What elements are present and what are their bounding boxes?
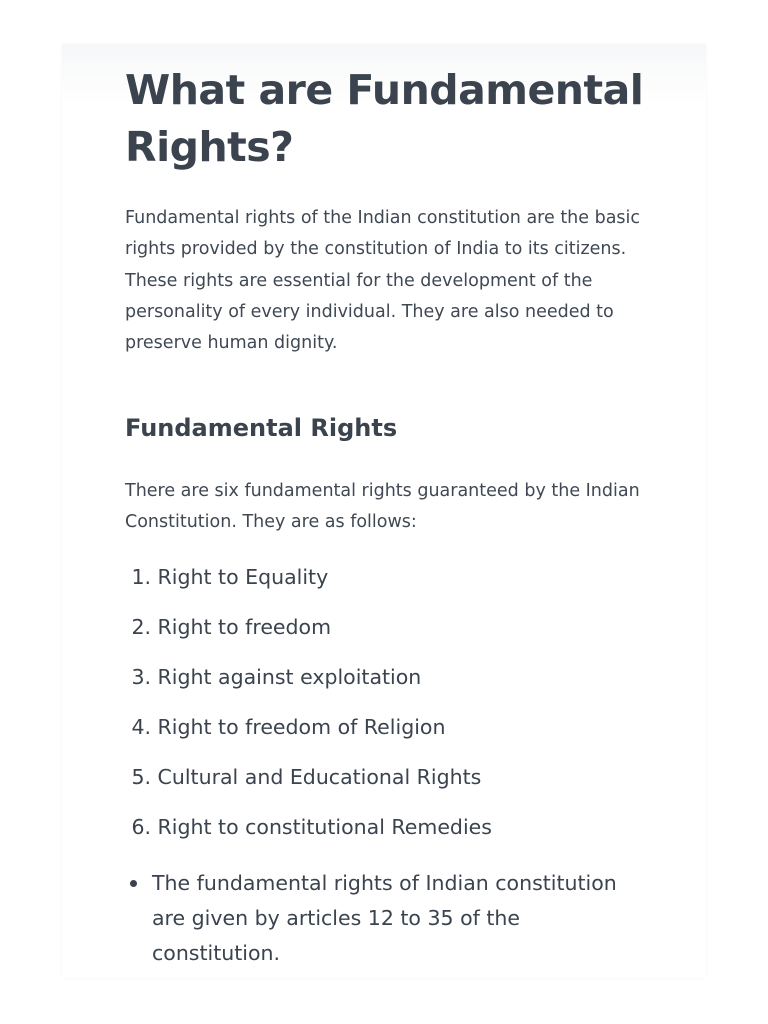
bullet-item <box>125 866 645 971</box>
bullet-text: The fundamental rights of Indian constitution are given by articles 12 to 35 of the constitution. <box>152 871 617 965</box>
list-item-label: Cultural and Educational Rights <box>157 765 482 789</box>
bullet-list <box>125 866 645 971</box>
list-number: 1. <box>131 565 151 589</box>
list-item-label: Right to freedom <box>157 615 332 639</box>
list-item <box>125 658 492 708</box>
bullet-dot-icon <box>130 880 137 887</box>
section-heading: Fundamental Rights <box>125 414 398 442</box>
section-paragraph: There are six fundamental rights guaranteed by the Indian Constitution. They are as follows: <box>125 481 640 532</box>
list-item-label: Right to Equality <box>157 565 329 589</box>
list-item <box>125 558 492 608</box>
article-title: What are Fundamental Rights? <box>125 66 644 171</box>
list-item-label: Right to freedom of Religion <box>157 715 446 739</box>
list-item <box>125 758 492 808</box>
list-item <box>125 808 492 858</box>
rights-list <box>125 558 492 858</box>
list-number: 3. <box>131 665 151 689</box>
list-item-label: Right to constitutional Remedies <box>157 815 492 839</box>
list-number: 4. <box>131 715 151 739</box>
intro-paragraph: Fundamental rights of the Indian constitution are the basic rights provided by the constitution of India to its citizens. These rights are essential for the development of the personality of every individual. They are also needed to preserve human dignity. <box>125 208 641 354</box>
list-number: 6. <box>131 815 151 839</box>
list-item <box>125 608 492 658</box>
list-item <box>125 708 492 758</box>
list-number: 5. <box>131 765 151 789</box>
list-number: 2. <box>131 615 151 639</box>
list-item-label: Right against exploitation <box>157 665 422 689</box>
